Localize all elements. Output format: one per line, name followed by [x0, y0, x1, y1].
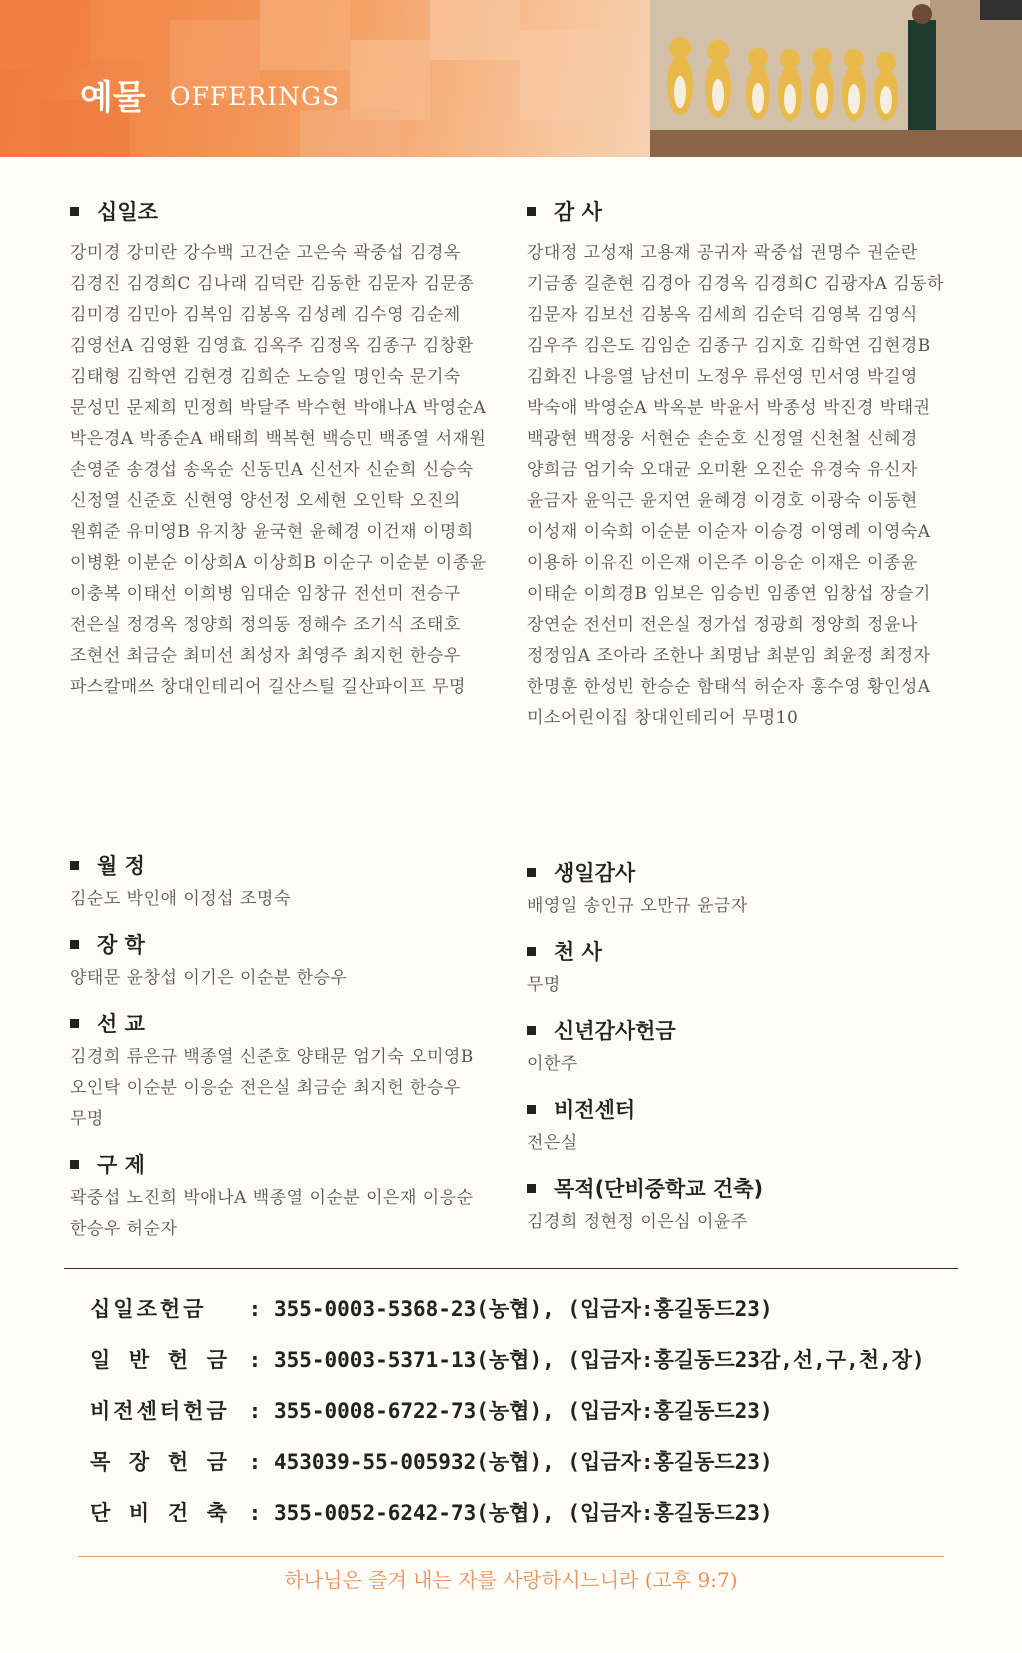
- name-line: 이충복 이태선 이희병 임대순 임창규 전선미 전승구: [70, 584, 461, 604]
- group-names: [527, 891, 967, 922]
- tithe-title: 십일조: [97, 200, 158, 224]
- name-line: 정정임A 조아라 조한나 최명남 최분임 최윤정 최정자: [527, 646, 931, 666]
- offering-group: [527, 1094, 967, 1159]
- group-names: [527, 1049, 967, 1080]
- group-names: [527, 1207, 967, 1238]
- left-offering-groups: [70, 850, 510, 1259]
- offering-group: [527, 1015, 967, 1080]
- square-bullet-icon: [70, 207, 79, 216]
- offering-group: [70, 1008, 510, 1135]
- name-line: 이한주: [527, 1054, 578, 1074]
- name-line: 양희금 엄기숙 오대균 오미환 오진순 유경숙 유신자: [527, 460, 918, 480]
- name-line: 전은실: [527, 1133, 578, 1153]
- name-line: 기금종 길춘현 김경아 김경옥 김경희C 김광자A 김동하: [527, 274, 945, 294]
- group-names: [70, 1042, 510, 1135]
- footer-divider: [78, 1556, 944, 1557]
- right-offering-groups: [527, 857, 967, 1252]
- page-title-english: OFFERINGS: [170, 82, 341, 111]
- tithe-heading: [70, 196, 510, 226]
- square-bullet-icon: [527, 1026, 536, 1035]
- thanks-heading: [527, 196, 967, 226]
- account-row: [90, 1344, 925, 1374]
- name-line: 강대정 고성재 고용재 공귀자 곽중섭 권명수 권순란: [527, 243, 918, 263]
- thanks-title: 감 사: [554, 200, 602, 224]
- account-label: 십일조헌금: [90, 1297, 207, 1321]
- group-heading: [70, 929, 510, 959]
- name-line: 곽중섭 노진희 박애나A 백종열 이순분 이은재 이응순: [70, 1188, 474, 1208]
- offering-group: [70, 929, 510, 994]
- group-title: 월 정: [97, 854, 145, 878]
- offering-group: [527, 936, 967, 1001]
- group-names: [527, 970, 967, 1001]
- name-line: 김경희 정현정 이은심 이윤주: [527, 1212, 748, 1232]
- square-bullet-icon: [527, 207, 536, 216]
- performance-photo: [650, 0, 1022, 157]
- bible-verse: 하나님은 즐겨 내는 자를 사랑하시느니라 (고후 9:7): [284, 1568, 738, 1592]
- group-title: 천 사: [554, 940, 602, 964]
- name-line: 이병환 이분순 이상희A 이상희B 이순구 이순분 이종윤: [70, 553, 487, 573]
- square-bullet-icon: [70, 1160, 79, 1169]
- square-bullet-icon: [70, 861, 79, 870]
- group-heading: [527, 936, 967, 966]
- square-bullet-icon: [527, 868, 536, 877]
- name-line: 양태문 윤창섭 이기은 이순분 한승우: [70, 968, 348, 988]
- square-bullet-icon: [527, 947, 536, 956]
- name-line: 배영일 송인규 오만규 윤금자: [527, 896, 748, 916]
- group-heading: [527, 1094, 967, 1124]
- group-title: 비전센터: [554, 1098, 636, 1122]
- group-heading: [70, 850, 510, 880]
- name-line: 문성민 문제희 민정희 박달주 박수현 박애나A 박영순A: [70, 398, 487, 418]
- name-line: 오인탁 이순분 이응순 전은실 최금순 최지헌 한승우: [70, 1078, 461, 1098]
- group-title: 구 제: [97, 1153, 145, 1177]
- name-line: 손영준 송경섭 송옥순 신동민A 신선자 신순희 신승숙: [70, 460, 474, 480]
- group-title: 선 교: [97, 1012, 145, 1036]
- tithe-section: [70, 196, 510, 703]
- thanks-names: [527, 238, 967, 734]
- name-line: 김영선A 김영환 김영효 김옥주 김정옥 김종구 김창환: [70, 336, 474, 356]
- thanks-section: [527, 196, 967, 734]
- name-line: 장연순 전선미 전은실 정가섭 정광희 정양희 정윤나: [527, 615, 918, 635]
- account-label: 일 반 헌 금: [90, 1348, 231, 1372]
- group-names: [70, 1183, 510, 1245]
- name-line: 미소어린이집 창대인테리어 무명10: [527, 708, 799, 728]
- name-line: 김경진 김경희C 김나래 김덕란 김동한 김문자 김문종: [70, 274, 475, 294]
- name-line: 김문자 김보선 김봉옥 김세희 김순덕 김영복 김영식: [527, 305, 918, 325]
- group-heading: [527, 857, 967, 887]
- tithe-names: [70, 238, 510, 703]
- group-heading: [527, 1015, 967, 1045]
- group-heading: [527, 1173, 967, 1203]
- square-bullet-icon: [70, 940, 79, 949]
- square-bullet-icon: [527, 1105, 536, 1114]
- offering-group: [527, 857, 967, 922]
- name-line: 이태순 이희경B 임보은 임승빈 임종연 임창섭 장슬기: [527, 584, 931, 604]
- name-line: 백광현 백정웅 서현순 손순호 신정열 신천철 신혜경: [527, 429, 918, 449]
- group-names: [527, 1128, 967, 1159]
- name-line: 강미경 강미란 강수백 고건순 고은숙 곽중섭 김경옥: [70, 243, 461, 263]
- account-value: : 453039-55-005932(농협), (입금자:홍길동드23): [248, 1450, 773, 1474]
- name-line: 원휘준 유미영B 유지창 윤국현 윤혜경 이건재 이명희: [70, 522, 474, 542]
- account-row: [90, 1497, 773, 1527]
- name-line: 김우주 김은도 김임순 김종구 김지호 김학연 김현경B: [527, 336, 931, 356]
- name-line: 무명: [70, 1109, 104, 1129]
- account-label: 단 비 건 축: [90, 1501, 231, 1525]
- name-line: 신정열 신준호 신현영 양선정 오세현 오인탁 오진의: [70, 491, 461, 511]
- account-label: 목 장 헌 금: [90, 1450, 231, 1474]
- group-title: 생일감사: [554, 861, 636, 885]
- name-line: 박은경A 박종순A 배태희 백복현 백승민 백종열 서재원: [70, 429, 487, 449]
- name-line: 윤금자 윤익근 윤지연 윤혜경 이경호 이광숙 이동현: [527, 491, 918, 511]
- group-heading: [70, 1149, 510, 1179]
- account-row: [90, 1446, 773, 1476]
- account-row: [90, 1293, 773, 1323]
- name-line: 이용하 이유진 이은재 이은주 이응순 이재은 이종윤: [527, 553, 918, 573]
- name-line: 김경희 류은규 백종열 신준호 양태문 엄기숙 오미영B: [70, 1047, 474, 1067]
- header-banner: [0, 0, 1022, 157]
- account-value: : 355-0003-5368-23(농협), (입금자:홍길동드23): [248, 1297, 773, 1321]
- name-line: 김순도 박인애 이정섭 조명숙: [70, 889, 291, 909]
- name-line: 파스칼매쓰 창대인테리어 길산스틸 길산파이프 무명: [70, 677, 466, 697]
- account-value: : 355-0003-5371-13(농협), (입금자:홍길동드23감,선,구,천,장): [248, 1348, 925, 1372]
- name-line: 김화진 나응열 남선미 노정우 류선영 민서영 박길영: [527, 367, 918, 387]
- name-line: 무명: [527, 975, 561, 995]
- group-title: 신년감사헌금: [554, 1019, 676, 1043]
- account-value: : 355-0008-6722-73(농협), (입금자:홍길동드23): [248, 1399, 773, 1423]
- group-heading: [70, 1008, 510, 1038]
- account-row: [90, 1395, 773, 1425]
- account-value: : 355-0052-6242-73(농협), (입금자:홍길동드23): [248, 1501, 773, 1525]
- name-line: 김태형 김학연 김현경 김희순 노승일 명인숙 문기숙: [70, 367, 461, 387]
- group-title: 목적(단비중학교 건축): [554, 1177, 764, 1201]
- name-line: 전은실 정경옥 정양희 정의동 정해수 조기식 조태호: [70, 615, 461, 635]
- name-line: 박숙애 박영순A 박옥분 박윤서 박종성 박진경 박태권: [527, 398, 931, 418]
- account-label: 비전센터헌금: [90, 1399, 230, 1423]
- square-bullet-icon: [70, 1019, 79, 1028]
- name-line: 한명훈 한성빈 한승순 함태석 허순자 홍수영 황인성A: [527, 677, 931, 697]
- group-names: [70, 884, 510, 915]
- name-line: 한승우 허순자: [70, 1219, 178, 1239]
- offering-group: [70, 850, 510, 915]
- name-line: 김미경 김민아 김복임 김봉옥 김성례 김수영 김순제: [70, 305, 461, 325]
- offering-group: [527, 1173, 967, 1238]
- group-title: 장 학: [97, 933, 145, 957]
- divider: [64, 1268, 958, 1269]
- square-bullet-icon: [527, 1184, 536, 1193]
- offering-group: [70, 1149, 510, 1245]
- name-line: 이성재 이숙희 이순분 이순자 이승경 이영례 이영숙A: [527, 522, 931, 542]
- group-names: [70, 963, 510, 994]
- name-line: 조현선 최금순 최미선 최성자 최영주 최지헌 한승우: [70, 646, 461, 666]
- children-performing-illustration: [650, 0, 1022, 157]
- page-title-korean: 예물: [80, 78, 146, 118]
